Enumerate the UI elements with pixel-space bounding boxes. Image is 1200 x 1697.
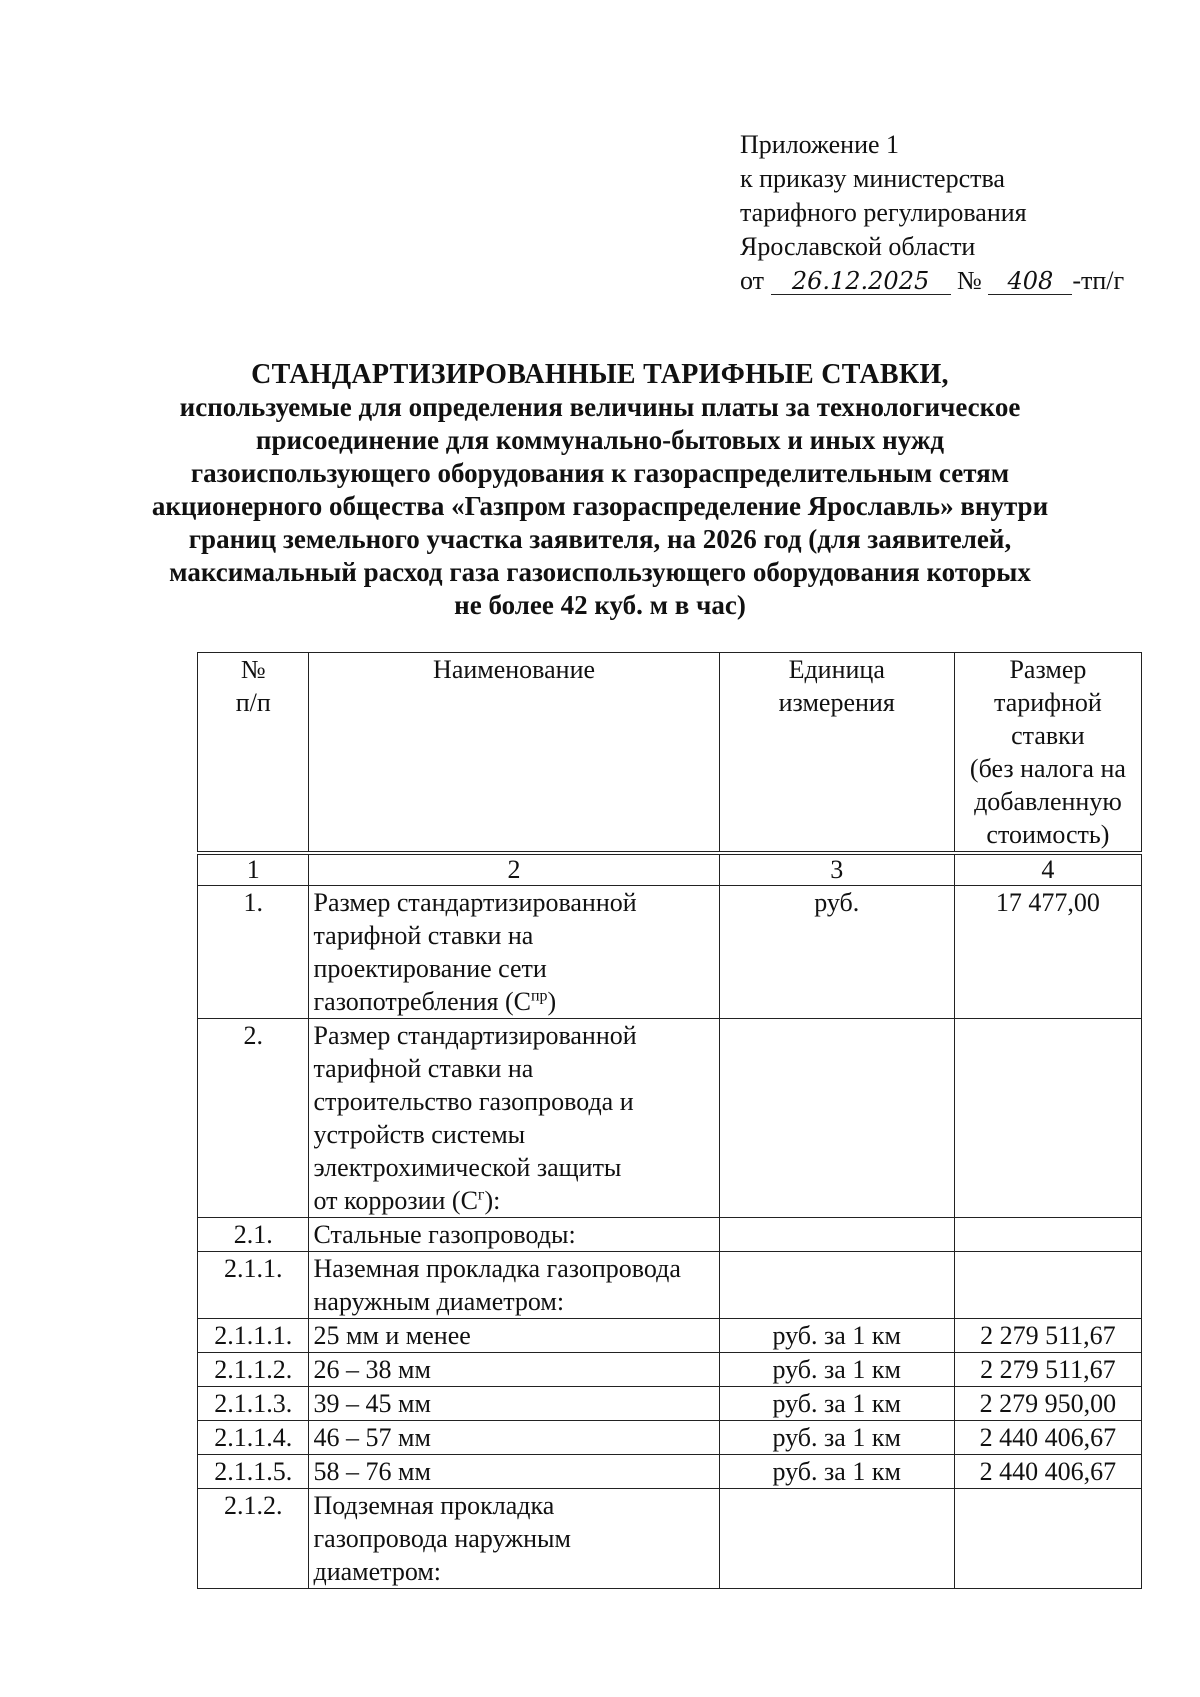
row-name-line: строительство газопровода и [313,1087,634,1116]
title-line-6: максимальный расход газа газоиспользующего оборудования которых [169,557,1031,587]
row-unit: руб. за 1 км [719,1319,954,1353]
row-num: 2.1. [198,1218,309,1252]
table-row [198,1353,1142,1387]
header-rate-l5: добавленную [974,787,1122,816]
header-rate-l2: тарифной [994,688,1102,717]
row-name-line: электрохимической защиты [313,1153,622,1182]
row-name-tail: ) [547,987,557,1016]
row-unit: руб. за 1 км [719,1455,954,1489]
row-name: 25 мм и менее [309,1319,719,1353]
row-unit [719,1218,954,1252]
title-line-1: используемые для определения величины платы за технологическое [179,392,1021,422]
header-rate-l1: Размер [1009,655,1087,684]
row-num: 1. [198,886,309,1019]
row-num: 2.1.1.5. [198,1455,309,1489]
table-row [198,1489,1142,1589]
date-prefix: от [740,266,765,295]
row-name-line: тарифной ставки на [313,1054,534,1083]
row-name [309,1489,719,1589]
row-name-superscript: пр [530,987,548,1005]
table-row [198,1387,1142,1421]
handwritten-date: 26.12.2025 [771,268,951,295]
row-value: 2 279 511,67 [954,1353,1141,1387]
appendix-line-3: тарифного регулирования [740,198,1027,227]
table-row [198,1319,1142,1353]
row-value [954,1489,1141,1589]
row-unit [719,1019,954,1218]
appendix-line-2: к приказу министерства [740,164,1005,193]
row-name: Стальные газопроводы: [309,1218,719,1252]
row-num: 2.1.1. [198,1252,309,1319]
col-index-4: 4 [954,853,1141,886]
row-name: 26 – 38 мм [309,1353,719,1387]
row-name-line: устройств системы [313,1120,526,1149]
row-name-line: газопровода наружным [313,1524,571,1553]
column-index-row [198,853,1142,886]
title-line-5: границ земельного участка заявителя, на 2026 год (для заявителей, [188,524,1012,554]
row-name-text: от коррозии (С [313,1186,478,1215]
row-name-line: проектирование сети [313,954,547,983]
appendix-date-line [740,264,1124,298]
row-name-line: Наземная прокладка газопровода [313,1254,681,1283]
table-row [198,1252,1142,1319]
row-name-line [313,1184,714,1217]
title-line-4: акционерного общества «Газпром газораспределение Ярославль» внутри [151,491,1049,521]
row-unit: руб. за 1 км [719,1421,954,1455]
col-index-3: 3 [719,853,954,886]
row-name [309,1019,719,1218]
row-value: 2 440 406,67 [954,1421,1141,1455]
header-name-text: Наименование [433,655,596,684]
header-unit [719,653,954,854]
row-name-tail: ): [484,1186,501,1215]
title-main: СТАНДАРТИЗИРОВАННЫЕ ТАРИФНЫЕ СТАВКИ, [251,359,949,390]
appendix-block [740,128,1124,298]
table-row [198,1455,1142,1489]
row-name-superscript: г [477,1186,485,1204]
row-name: 46 – 57 мм [309,1421,719,1455]
document-title [150,358,1050,622]
row-value: 2 279 950,00 [954,1387,1141,1421]
row-num: 2.1.1.3. [198,1387,309,1421]
header-rate-l3: ставки [1011,721,1085,750]
row-unit: руб. за 1 км [719,1353,954,1387]
row-name [309,1252,719,1319]
number-suffix: -тп/г [1072,266,1125,295]
row-value: 17 477,00 [954,886,1141,1019]
row-name-line: Размер стандартизированной [313,888,637,917]
row-name-line [313,985,714,1018]
table-row [198,886,1142,1019]
appendix-line-4: Ярославской области [740,232,976,261]
row-num: 2.1.1.1. [198,1319,309,1353]
row-name-line: наружным диаметром: [313,1287,565,1316]
row-value [954,1019,1141,1218]
appendix-line-1: Приложение 1 [740,130,900,159]
table-header-row [198,653,1142,854]
title-line-3: газоиспользующего оборудования к газораспределительным сетям [190,458,1010,488]
col-index-2: 2 [309,853,719,886]
row-name-line: Размер стандартизированной [313,1021,637,1050]
title-line-2: присоединение для коммунально-бытовых и иных нужд [255,425,945,455]
handwritten-number: 408 [988,268,1072,295]
row-value [954,1252,1141,1319]
row-unit: руб. [719,886,954,1019]
title-line-7: не более 42 куб. м в час) [454,590,746,620]
row-num: 2.1.1.2. [198,1353,309,1387]
row-name-line: диаметром: [313,1557,442,1586]
table-row [198,1019,1142,1218]
col-index-1: 1 [198,853,309,886]
row-num: 2.1.2. [198,1489,309,1589]
row-num: 2. [198,1019,309,1218]
row-value: 2 440 406,67 [954,1455,1141,1489]
row-name: 58 – 76 мм [309,1455,719,1489]
row-num: 2.1.1.4. [198,1421,309,1455]
row-name: 39 – 45 мм [309,1387,719,1421]
header-rate-l4: (без налога на [969,754,1126,783]
header-rate [954,653,1141,854]
row-name-line: Подземная прокладка [313,1491,555,1520]
row-value [954,1218,1141,1252]
row-name-line: тарифной ставки на [313,921,534,950]
header-num-l1: № [240,655,266,684]
header-num-l2: п/п [235,688,271,717]
row-name-text: газопотребления (С [313,987,531,1016]
header-unit-l1: Единица [788,655,885,684]
rates-table [197,652,1142,1589]
table-row [198,1218,1142,1252]
header-num [198,653,309,854]
table-row [198,1421,1142,1455]
number-prefix: № [957,266,982,295]
row-name [309,886,719,1019]
row-value: 2 279 511,67 [954,1319,1141,1353]
header-rate-l6: стоимость) [986,820,1110,849]
header-unit-l2: измерения [778,688,895,717]
row-unit: руб. за 1 км [719,1387,954,1421]
header-name [309,653,719,854]
row-unit [719,1252,954,1319]
row-unit [719,1489,954,1589]
